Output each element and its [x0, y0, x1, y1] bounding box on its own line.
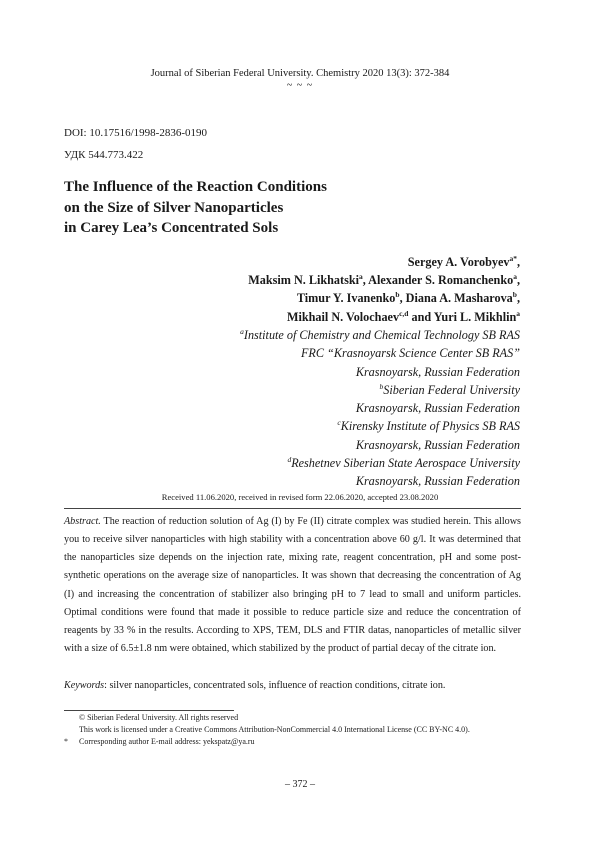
license-note: This work is licensed under a Creative Commons Attribution-NonCommercial 4.0 International License (CC BY-NC 4.0). [79, 725, 470, 734]
affiliation-line: Krasnoyarsk, Russian Federation [355, 364, 520, 379]
author-line: Mikhail N. Volochaev$^{c,d}$ and Yuri L. Mikhlin$^a$ [286, 308, 520, 324]
header-divider: ~ ~ ~ [286, 80, 314, 91]
affiliation-line: $^a$Institute of Chemistry and Chemical Technology SB RAS [240, 326, 520, 342]
affiliation-line: $^d$Reshetnev Siberian State Aerospace University [287, 455, 520, 471]
affiliation-line: Krasnoyarsk, Russian Federation [355, 401, 520, 416]
keywords-text: : silver nanoparticles, concentrated sols, influence of reaction conditions, citrate ion. [104, 680, 446, 691]
title-line: on the Size of Silver Nanoparticles [64, 199, 284, 216]
article-title [64, 177, 484, 239]
doi: DOI: 10.17516/1998-2836-0190 [64, 127, 207, 139]
abstract-text: The reaction of reduction solution of Ag (I) by Fe (II) citrate complex was studied herein. This allows you to receive silver nanoparticles with high stability with a concentration above 60 g/l. It was determined that the nanoparticles size depends on the injection rate, mixing rate, reagent concentration, pH and some post-synthetic operations on the average size of nanoparticles. It was shown that decreasing the concentration of Ag (I) and increasing the concentration of stabilizer also bringing pH to 7 lead to small and uniform particles. Optimal conditions were found that made it possible to reduce particle size and reduce the concentration of reagents by 33 % in the results. According to XPS, TEM, DLS and FTIR datas, nanoparticles of metallic silver with a size of 6.5±1.8 nm were obtained, which stabilized by the product of partial decay of the citrate ion. [64, 516, 521, 655]
copyright-note: © Siberian Federal University. All rights reserved [79, 713, 239, 722]
title-line: in Carey Lea’s Concentrated Sols [64, 220, 279, 236]
author-list [248, 253, 520, 326]
keywords [64, 680, 445, 691]
udk-code: УДК 544.773.422 [64, 149, 144, 161]
title-line: The Influence of the Reaction Conditions [64, 179, 327, 195]
author-line: Timur Y. Ivanenko$^b$, Diana A. Masharova$^b$, [296, 290, 520, 306]
affiliation-line: $^b$Siberian Federal University [379, 381, 520, 397]
abstract-label: Abstract. [64, 516, 101, 527]
journal-header: Journal of Siberian Federal University. Chemistry 2020 13(3): 372-384 [150, 68, 450, 79]
abstract-top-rule [64, 508, 521, 509]
footnote-star: * [64, 737, 68, 746]
received-dates: Received 11.06.2020, received in revised form 22.06.2020, accepted 23.08.2020 [161, 492, 439, 502]
affiliation-line: Krasnoyarsk, Russian Federation [355, 437, 520, 452]
page-number: – 372 – [285, 779, 315, 790]
affiliation-list [240, 326, 520, 491]
footnote-rule [64, 710, 234, 711]
affiliation-line: Krasnoyarsk, Russian Federation [355, 474, 520, 489]
corresponding-author-note: * Corresponding author E-mail address: yekspatz@ya.ru [64, 737, 255, 746]
affiliation-line: $^c$Kirensky Institute of Physics SB RAS [337, 418, 520, 434]
keywords-label: Keywords [64, 680, 105, 691]
author-line: Maksim N. Likhatski$^a$, Alexander S. Romanchenko$^a$, [248, 272, 520, 288]
abstract [64, 513, 521, 658]
author-line: Sergey A. Vorobyev$^{a*}$, [407, 253, 520, 269]
affiliation-line: FRC “Krasnoyarsk Science Center SB RAS” [300, 346, 520, 361]
